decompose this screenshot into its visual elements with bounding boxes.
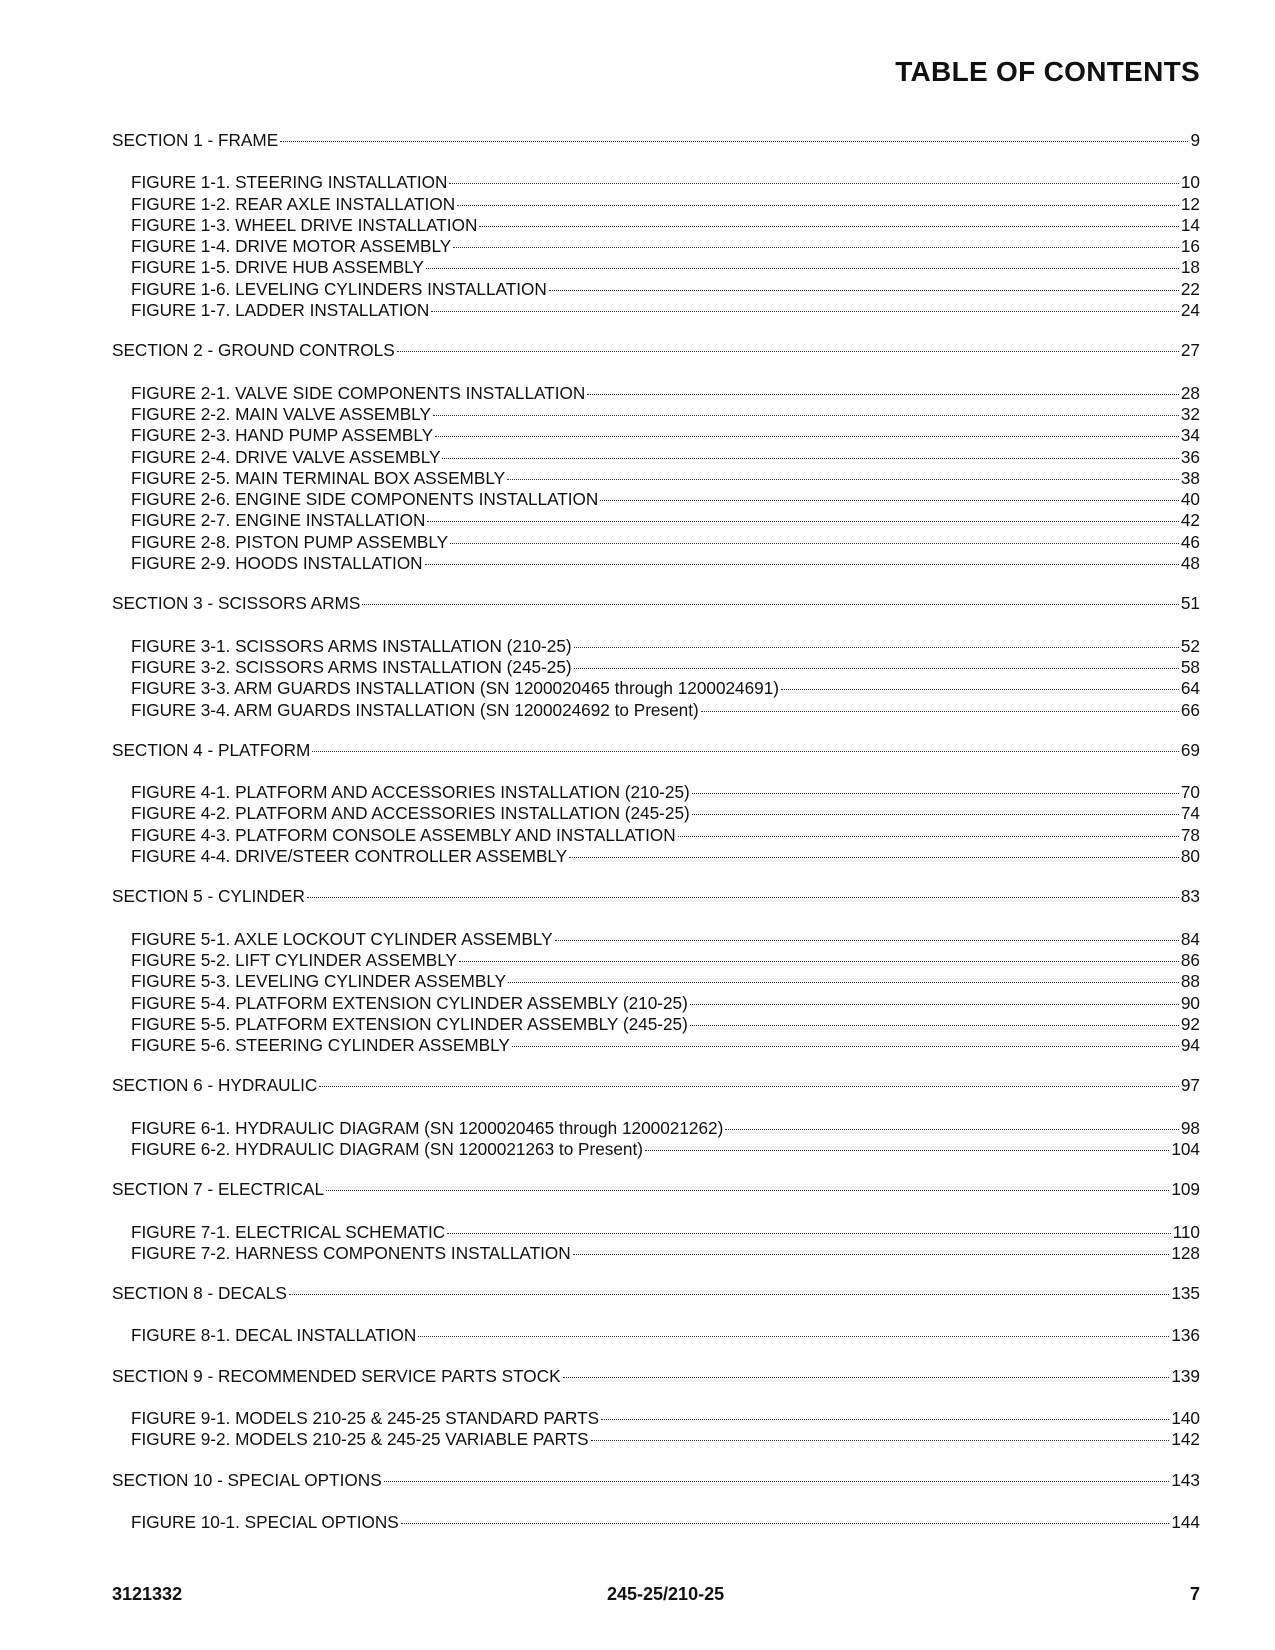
toc-entry-title: FIGURE 6-2. HYDRAULIC DIAGRAM (SN 1200021263 to Present) <box>131 1138 643 1159</box>
toc-section-group <box>112 130 1200 321</box>
toc-figure-entry[interactable] <box>112 1243 1200 1264</box>
dot-leader <box>574 647 1179 648</box>
toc-entry-page: 28 <box>1180 382 1200 403</box>
dot-leader <box>690 1025 1179 1026</box>
toc-entry-page: 58 <box>1180 656 1200 677</box>
toc-entry-title: FIGURE 2-4. DRIVE VALVE ASSEMBLY <box>131 446 441 467</box>
toc-entry-title: FIGURE 1-1. STEERING INSTALLATION <box>131 172 448 193</box>
toc-section-group <box>112 1283 1200 1347</box>
dot-leader <box>453 247 1179 248</box>
toc-entry-title: FIGURE 1-5. DRIVE HUB ASSEMBLY <box>131 257 424 278</box>
toc-figure-entry[interactable] <box>112 447 1200 468</box>
toc-figure-entry[interactable] <box>112 257 1200 278</box>
toc-entry-title: FIGURE 10-1. SPECIAL OPTIONS <box>131 1511 399 1532</box>
toc-figure-entry[interactable] <box>112 553 1200 574</box>
toc-figure-entry[interactable] <box>112 846 1200 867</box>
toc-figure-entry[interactable] <box>112 971 1200 992</box>
toc-entry-title: FIGURE 9-2. MODELS 210-25 & 245-25 VARIABLE PARTS <box>131 1429 589 1450</box>
toc-entry-title: FIGURE 3-4. ARM GUARDS INSTALLATION (SN 1200024692 to Present) <box>131 699 699 720</box>
dot-leader <box>326 1190 1169 1191</box>
toc-entry-page: 136 <box>1171 1325 1200 1346</box>
toc-entry-title: FIGURE 4-1. PLATFORM AND ACCESSORIES INSTALLATION (210-25) <box>131 782 690 803</box>
toc-entry-page: 128 <box>1171 1242 1200 1263</box>
dot-leader <box>574 668 1179 669</box>
toc-entry-title: FIGURE 3-1. SCISSORS ARMS INSTALLATION (210-25) <box>131 635 572 656</box>
toc-figure-entry[interactable] <box>112 1014 1200 1035</box>
toc-figure-entry[interactable] <box>112 172 1200 193</box>
toc-entry-title: SECTION 1 - FRAME <box>112 130 279 150</box>
toc-entry-page: 143 <box>1171 1469 1200 1490</box>
toc-entry-page: 48 <box>1180 553 1200 574</box>
toc-figure-entry[interactable] <box>112 678 1200 699</box>
toc-section-group <box>112 740 1200 867</box>
toc-entry-title: FIGURE 5-5. PLATFORM EXTENSION CYLINDER ASSEMBLY (245-25) <box>131 1013 688 1034</box>
toc-entry-title: FIGURE 9-1. MODELS 210-25 & 245-25 STANDARD PARTS <box>131 1408 600 1429</box>
toc-entry-page: 110 <box>1172 1221 1200 1242</box>
dot-leader <box>569 857 1179 858</box>
toc-entry-page: 51 <box>1180 593 1200 614</box>
toc-figure-entry[interactable] <box>112 300 1200 321</box>
toc-entry-page: 78 <box>1180 824 1200 845</box>
dot-leader <box>449 183 1178 184</box>
dot-leader <box>692 793 1179 794</box>
dot-leader <box>426 268 1179 269</box>
toc-figure-entry[interactable] <box>112 929 1200 950</box>
dot-leader <box>678 836 1179 837</box>
toc-figure-entry[interactable] <box>112 803 1200 824</box>
toc-entry-page: 12 <box>1180 193 1200 214</box>
footer-model: 245-25/210-25 <box>607 1584 725 1604</box>
toc-figure-entry[interactable] <box>112 404 1200 425</box>
dot-leader <box>555 940 1179 941</box>
toc-figure-entry[interactable] <box>112 700 1200 721</box>
toc-section-entry[interactable] <box>112 740 1200 761</box>
toc-entry-page: 32 <box>1180 403 1200 424</box>
toc-figure-entry[interactable] <box>112 1429 1200 1450</box>
toc-entry-page: 88 <box>1180 971 1200 992</box>
toc-figure-entry[interactable] <box>112 279 1200 300</box>
toc-entry-title: FIGURE 2-7. ENGINE INSTALLATION <box>131 510 426 531</box>
toc-entry-title: FIGURE 5-3. LEVELING CYLINDER ASSEMBLY <box>131 971 507 992</box>
toc-entry-page: 64 <box>1180 678 1200 699</box>
toc-entry-page: 139 <box>1171 1365 1200 1386</box>
toc-figure-entry[interactable] <box>112 1118 1200 1139</box>
toc-entry-page: 80 <box>1180 846 1200 867</box>
toc-section-group <box>112 1075 1200 1160</box>
toc-entry-title: SECTION 2 - GROUND CONTROLS <box>112 340 395 361</box>
dot-leader <box>645 1150 1169 1151</box>
toc-figure-entry[interactable] <box>112 950 1200 971</box>
toc-section-entry[interactable] <box>112 886 1200 907</box>
toc-figure-entry[interactable] <box>112 993 1200 1014</box>
toc-entry-title: SECTION 5 - CYLINDER <box>112 886 305 907</box>
toc-entry-page: 40 <box>1180 489 1200 510</box>
toc-figure-entry[interactable] <box>112 236 1200 257</box>
toc-figure-entry[interactable] <box>112 657 1200 678</box>
dot-leader <box>549 290 1179 291</box>
toc-entry-title: SECTION 7 - ELECTRICAL <box>112 1179 325 1200</box>
dot-leader <box>563 1377 1170 1378</box>
table-of-contents <box>112 130 1200 1552</box>
dot-leader <box>512 1046 1179 1047</box>
toc-entry-page: 34 <box>1180 425 1200 446</box>
toc-entry-page: 144 <box>1171 1511 1200 1532</box>
toc-entry-title: SECTION 9 - RECOMMENDED SERVICE PARTS STOCK <box>112 1365 561 1386</box>
toc-figure-entry[interactable] <box>112 489 1200 510</box>
dot-leader <box>479 226 1179 227</box>
toc-entry-title: FIGURE 2-9. HOODS INSTALLATION <box>131 553 423 574</box>
dot-leader <box>457 205 1179 206</box>
toc-entry-title: SECTION 3 - SCISSORS ARMS <box>112 593 361 614</box>
toc-section-group <box>112 340 1200 574</box>
dot-leader <box>319 1086 1179 1087</box>
toc-entry-title: FIGURE 5-4. PLATFORM EXTENSION CYLINDER ASSEMBLY (210-25) <box>131 992 688 1013</box>
toc-section-group <box>112 1179 1200 1264</box>
toc-entry-page: 83 <box>1180 886 1200 907</box>
dot-leader <box>431 311 1179 312</box>
toc-figure-entry[interactable] <box>112 194 1200 215</box>
toc-entry-title: FIGURE 6-1. HYDRAULIC DIAGRAM (SN 1200020465 through 1200021262) <box>131 1117 724 1138</box>
toc-section-group <box>112 1470 1200 1534</box>
toc-entry-page: 16 <box>1180 236 1200 257</box>
toc-entry-title: SECTION 10 - SPECIAL OPTIONS <box>112 1469 382 1490</box>
toc-figure-entry[interactable] <box>112 425 1200 446</box>
toc-entry-title: FIGURE 1-6. LEVELING CYLINDERS INSTALLATION <box>131 278 547 299</box>
toc-entry-title: FIGURE 1-3. WHEEL DRIVE INSTALLATION <box>131 214 478 235</box>
toc-entry-page: 86 <box>1180 949 1200 970</box>
dot-leader <box>289 1294 1170 1295</box>
dot-leader <box>307 897 1179 898</box>
page-title: TABLE OF CONTENTS <box>895 56 1200 87</box>
toc-entry-title: FIGURE 2-2. MAIN VALVE ASSEMBLY <box>131 403 431 424</box>
dot-leader <box>690 1004 1179 1005</box>
toc-figure-entry[interactable] <box>112 782 1200 803</box>
toc-figure-entry[interactable] <box>112 1512 1200 1533</box>
toc-entry-title: FIGURE 4-2. PLATFORM AND ACCESSORIES INSTALLATION (245-25) <box>131 803 690 824</box>
toc-section-entry[interactable] <box>112 593 1200 614</box>
dot-leader <box>442 458 1178 459</box>
toc-entry-page: 14 <box>1180 214 1200 235</box>
dot-leader <box>384 1481 1170 1482</box>
dot-leader <box>280 141 1188 142</box>
dot-leader <box>447 1233 1170 1234</box>
toc-entry-title: FIGURE 5-1. AXLE LOCKOUT CYLINDER ASSEMBLY <box>131 928 553 949</box>
toc-figure-entry[interactable] <box>112 1222 1200 1243</box>
toc-entry-page: 46 <box>1180 531 1200 552</box>
toc-entry-page: 36 <box>1180 446 1200 467</box>
toc-entry-title: FIGURE 4-4. DRIVE/STEER CONTROLLER ASSEMBLY <box>131 846 568 867</box>
dot-leader <box>312 751 1179 752</box>
toc-entry-title: FIGURE 3-3. ARM GUARDS INSTALLATION (SN 1200020465 through 1200024691) <box>131 678 780 699</box>
toc-section-group <box>112 886 1200 1056</box>
toc-entry-page: 27 <box>1180 340 1200 361</box>
dot-leader <box>425 564 1179 565</box>
toc-entry-title: FIGURE 2-3. HAND PUMP ASSEMBLY <box>131 425 434 446</box>
toc-figure-entry[interactable] <box>112 636 1200 657</box>
dot-leader <box>397 351 1179 352</box>
toc-figure-entry[interactable] <box>112 532 1200 553</box>
toc-entry-title: FIGURE 5-6. STEERING CYLINDER ASSEMBLY <box>131 1035 510 1056</box>
toc-entry-title: FIGURE 4-3. PLATFORM CONSOLE ASSEMBLY AND INSTALLATION <box>131 824 676 845</box>
toc-section-group <box>112 593 1200 720</box>
toc-entry-page: 94 <box>1180 1035 1200 1056</box>
dot-leader <box>692 814 1179 815</box>
toc-entry-title: FIGURE 8-1. DECAL INSTALLATION <box>131 1325 417 1346</box>
dot-leader <box>601 1419 1169 1420</box>
toc-section-entry[interactable] <box>112 1179 1200 1200</box>
toc-entry-page: 42 <box>1180 510 1200 531</box>
toc-entry-title: SECTION 4 - PLATFORM <box>112 739 311 760</box>
dot-leader <box>507 479 1179 480</box>
toc-section-entry[interactable] <box>112 1075 1200 1096</box>
dot-leader <box>591 1440 1170 1441</box>
toc-section-entry[interactable] <box>112 1470 1200 1491</box>
toc-section-entry[interactable] <box>112 340 1200 361</box>
toc-figure-entry[interactable] <box>112 383 1200 404</box>
dot-leader <box>725 1129 1179 1130</box>
toc-entry-page: 90 <box>1180 992 1200 1013</box>
toc-entry-page: 98 <box>1180 1117 1200 1138</box>
toc-figure-entry[interactable] <box>112 1325 1200 1346</box>
toc-section-entry[interactable] <box>112 1366 1200 1387</box>
toc-entry-title: SECTION 6 - HYDRAULIC <box>112 1075 318 1096</box>
toc-entry-title: FIGURE 2-1. VALVE SIDE COMPONENTS INSTALLATION <box>131 382 586 403</box>
footer-doc-number: 3121332 <box>112 1584 183 1604</box>
dot-leader <box>433 415 1179 416</box>
toc-entry-title: FIGURE 7-2. HARNESS COMPONENTS INSTALLATION <box>131 1242 571 1263</box>
dot-leader <box>459 961 1179 962</box>
toc-section-entry[interactable] <box>112 1283 1200 1304</box>
page-footer <box>112 1584 1200 1608</box>
toc-entry-title: SECTION 8 - DECALS <box>112 1283 287 1304</box>
toc-entry-page: 38 <box>1180 467 1200 488</box>
toc-figure-entry[interactable] <box>112 825 1200 846</box>
toc-entry-title: FIGURE 1-4. DRIVE MOTOR ASSEMBLY <box>131 236 452 257</box>
toc-entry-page: 70 <box>1180 782 1200 803</box>
dot-leader <box>600 500 1179 501</box>
toc-figure-entry[interactable] <box>112 1408 1200 1429</box>
dot-leader <box>418 1336 1169 1337</box>
toc-entry-title: FIGURE 2-5. MAIN TERMINAL BOX ASSEMBLY <box>131 467 506 488</box>
toc-section-group <box>112 1366 1200 1451</box>
toc-entry-title: FIGURE 1-7. LADDER INSTALLATION <box>131 300 430 321</box>
dot-leader <box>435 436 1179 437</box>
toc-entry-title: FIGURE 3-2. SCISSORS ARMS INSTALLATION (245-25) <box>131 656 572 677</box>
dot-leader <box>362 604 1179 605</box>
toc-entry-page: 104 <box>1171 1138 1200 1159</box>
toc-entry-title: FIGURE 2-6. ENGINE SIDE COMPONENTS INSTALLATION <box>131 489 599 510</box>
toc-entry-page: 18 <box>1180 257 1200 278</box>
dot-leader <box>587 394 1179 395</box>
toc-entry-page: 66 <box>1180 699 1200 720</box>
toc-entry-page: 52 <box>1180 635 1200 656</box>
toc-entry-page: 92 <box>1180 1013 1200 1034</box>
toc-entry-page: 84 <box>1180 928 1200 949</box>
toc-figure-entry[interactable] <box>112 1139 1200 1160</box>
dot-leader <box>450 543 1179 544</box>
toc-entry-title: FIGURE 7-1. ELECTRICAL SCHEMATIC <box>131 1221 446 1242</box>
toc-figure-entry[interactable] <box>112 215 1200 236</box>
toc-entry-page: 74 <box>1180 803 1200 824</box>
toc-section-entry[interactable] <box>112 130 1200 151</box>
dot-leader <box>701 711 1179 712</box>
toc-figure-entry[interactable] <box>112 468 1200 489</box>
toc-entry-page: 135 <box>1171 1283 1200 1304</box>
toc-entry-page: 97 <box>1180 1075 1200 1096</box>
dot-leader <box>427 521 1178 522</box>
dot-leader <box>573 1254 1170 1255</box>
toc-entry-page: 142 <box>1171 1429 1200 1450</box>
toc-entry-page: 9 <box>1190 130 1200 150</box>
toc-entry-title: FIGURE 5-2. LIFT CYLINDER ASSEMBLY <box>131 949 458 970</box>
toc-figure-entry[interactable] <box>112 510 1200 531</box>
toc-entry-title: FIGURE 1-2. REAR AXLE INSTALLATION <box>131 193 456 214</box>
toc-figure-entry[interactable] <box>112 1035 1200 1056</box>
toc-entry-page: 69 <box>1180 739 1200 760</box>
dot-leader <box>401 1523 1170 1524</box>
toc-entry-title: FIGURE 2-8. PISTON PUMP ASSEMBLY <box>131 531 449 552</box>
toc-entry-page: 22 <box>1180 278 1200 299</box>
toc-entry-page: 10 <box>1180 172 1200 193</box>
dot-leader <box>781 689 1179 690</box>
dot-leader <box>508 982 1179 983</box>
toc-entry-page: 109 <box>1171 1179 1200 1200</box>
toc-entry-page: 24 <box>1180 300 1200 321</box>
footer-page-number: 7 <box>1189 1584 1200 1604</box>
toc-entry-page: 140 <box>1171 1408 1200 1429</box>
